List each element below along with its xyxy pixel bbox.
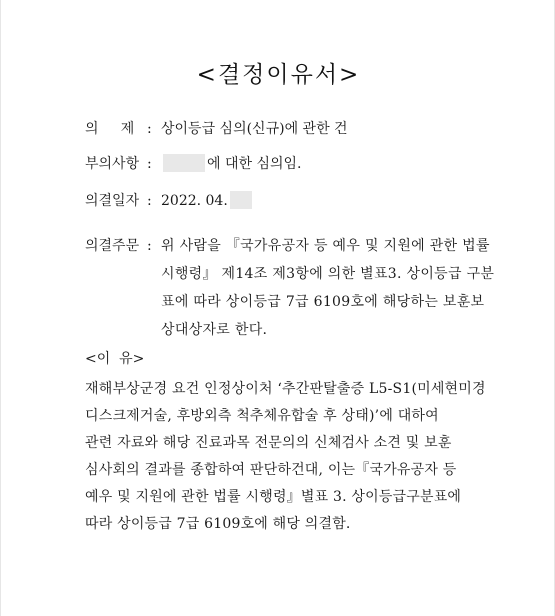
reason-line: 심사회의 결과를 종합하여 판단하건대, 이는『국가유공자 등 [85, 462, 457, 478]
reason-line: 예우 및 지원에 관한 법률 시행령』별표 3. 상이등급구분표에 [85, 489, 462, 505]
reason-line: 재해부상군경 요건 인정상이처 ‘추간판탈출증 L5-S1(미세현미경 [85, 381, 486, 397]
agenda-label: 부의사항 [85, 156, 140, 172]
reason-line: 관련 자료와 해당 진료과목 전문의의 신체검사 소견 및 보훈 [85, 435, 452, 451]
decision-date-label: 의결일자 [85, 193, 140, 209]
decision-row [85, 232, 495, 344]
reason-line: 따라 상이등급 7급 6109호에 해당 의결함. [85, 516, 351, 532]
agenda-value: 에 대한 심의임. [207, 156, 302, 172]
redacted-name [163, 154, 205, 172]
subject-label: 의 제 [85, 121, 135, 137]
decision-date-value: 2022. 04. [161, 193, 228, 209]
subject-value: 상이등급 심의(신규)에 관한 건 [161, 121, 348, 137]
reason-line: 디스크제거술, 후방외측 척추체유합술 후 상태)’에 대하여 [85, 408, 439, 424]
document-title: <결정이유서> [196, 62, 361, 88]
decision-label: 의결주문 [85, 238, 140, 254]
reason-heading: <이 유> [85, 351, 145, 367]
decision-date-row [85, 191, 254, 211]
subject-row [85, 119, 348, 139]
decision-date-separator: : [147, 193, 152, 209]
decision-text: 위 사람을 『국가유공자 등 예우 및 지원에 관한 법률 시행령』 제14조 제3항에 의한 별표3. 상이등급 구분표에 따라 상이등급 7급 6109호에 해당하는 보훈보상대상자로 한다. [161, 238, 495, 338]
decision-separator: : [147, 238, 152, 254]
reason-body [85, 376, 503, 538]
agenda-separator: : [147, 156, 152, 172]
subject-separator: : [147, 121, 152, 137]
agenda-row [85, 154, 302, 174]
redacted-day [230, 191, 252, 209]
